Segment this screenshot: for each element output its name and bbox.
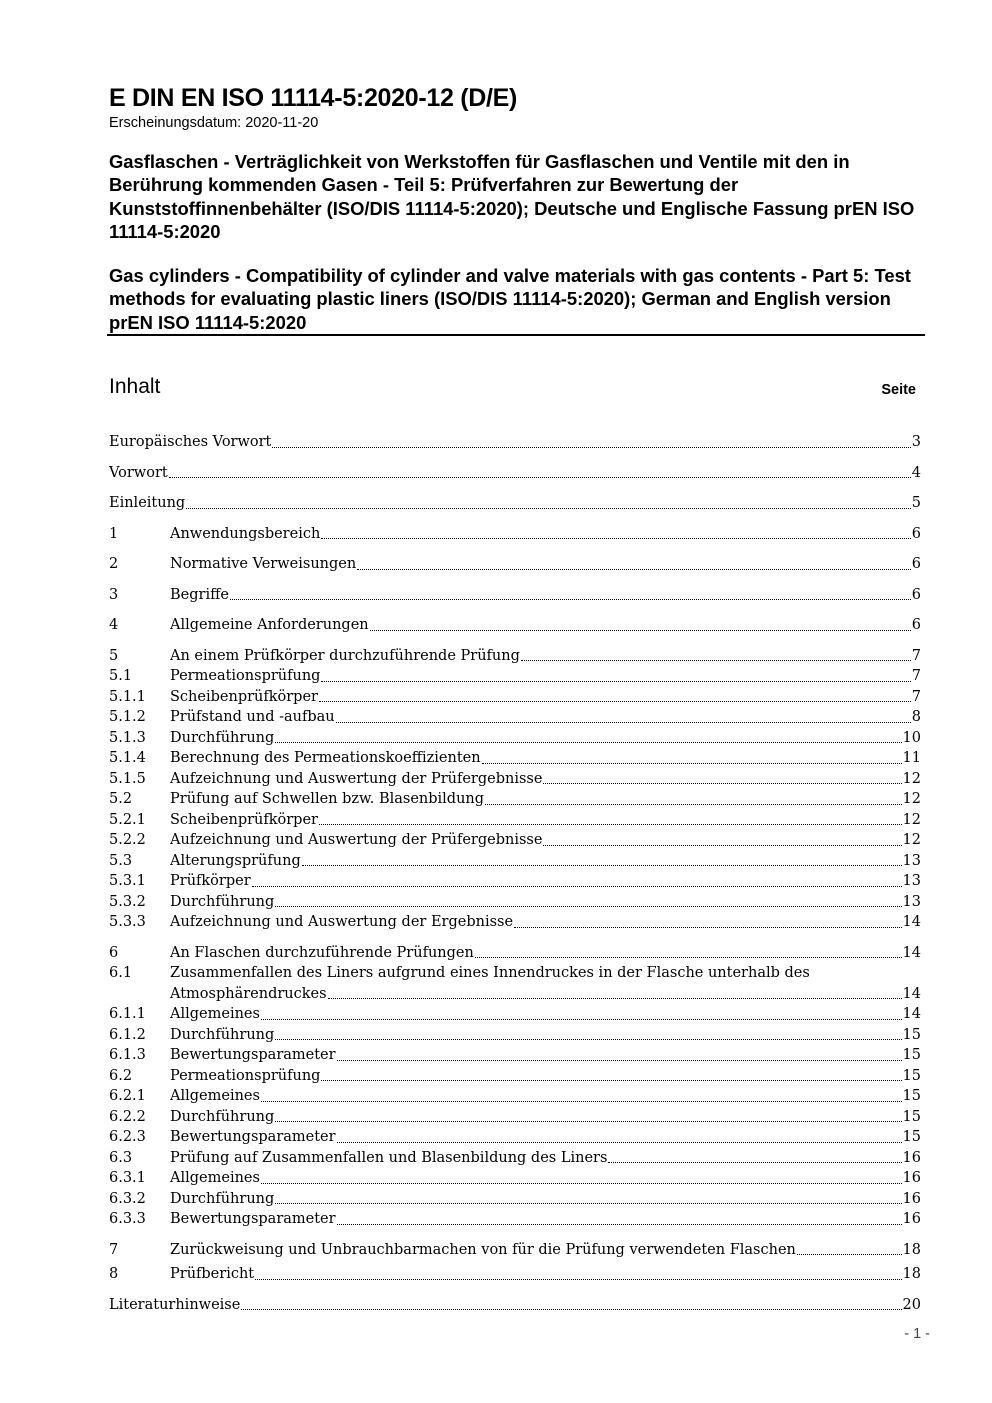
toc-entry-number: 6.2.2 bbox=[109, 1108, 146, 1125]
toc-entry-page: 5 bbox=[911, 495, 921, 511]
dot-leader bbox=[543, 769, 901, 790]
toc-entry-label: Allgemeine Anforderungen bbox=[170, 617, 369, 633]
page-number: - 1 - bbox=[904, 1326, 930, 1342]
toc-entry[interactable] bbox=[109, 1240, 921, 1261]
toc-entry[interactable] bbox=[109, 1004, 921, 1025]
toc-entry-label: Bewertungsparameter bbox=[170, 1211, 336, 1227]
toc-entry-page: 12 bbox=[902, 770, 921, 787]
toc-page-label: Seite bbox=[881, 382, 916, 398]
toc-entry[interactable] bbox=[109, 585, 921, 606]
toc-entry[interactable] bbox=[109, 463, 921, 484]
dot-leader bbox=[337, 1209, 902, 1230]
toc-entry[interactable] bbox=[109, 769, 921, 790]
dot-leader bbox=[261, 1086, 902, 1107]
toc-entry-number: 6.2.3 bbox=[109, 1129, 146, 1145]
toc-entry-number: 6.1.2 bbox=[109, 1026, 146, 1043]
toc-entry[interactable] bbox=[109, 748, 921, 769]
toc-entry-label: Bewertungsparameter bbox=[170, 1047, 336, 1063]
toc-entry-page: 15 bbox=[902, 1047, 921, 1063]
dot-leader bbox=[252, 871, 902, 892]
toc-entry-label: Bewertungsparameter bbox=[170, 1129, 336, 1145]
toc-entry-page: 16 bbox=[902, 1170, 921, 1186]
toc-entry[interactable] bbox=[109, 646, 921, 667]
dot-leader bbox=[275, 1025, 901, 1046]
toc-entry-number: 5.2.2 bbox=[109, 832, 146, 848]
toc-entry-label: Aufzeichnung und Auswertung der Ergebnisse bbox=[170, 914, 514, 930]
table-of-contents bbox=[109, 432, 921, 1315]
toc-entry-label: Anwendungsbereich bbox=[170, 525, 321, 542]
toc-entry[interactable] bbox=[109, 943, 921, 964]
toc-entry-number: 6.3 bbox=[109, 1149, 133, 1166]
toc-entry-label: Normative Verweisungen bbox=[170, 556, 357, 572]
toc-entry[interactable] bbox=[109, 810, 921, 831]
toc-entry-number: 6.2.1 bbox=[109, 1088, 146, 1104]
dot-leader bbox=[241, 1295, 901, 1316]
toc-entry-page: 16 bbox=[902, 1149, 921, 1166]
dot-leader bbox=[169, 463, 911, 484]
dot-leader bbox=[337, 1127, 902, 1148]
toc-entry-page: 8 bbox=[911, 709, 921, 725]
toc-entry-number: 5.1.2 bbox=[109, 709, 146, 725]
toc-entry-label: Prüfung auf Schwellen bzw. Blasenbildung bbox=[170, 791, 485, 807]
toc-entry[interactable] bbox=[109, 666, 921, 687]
toc-entry-label: Scheibenprüfkörper bbox=[170, 811, 318, 828]
toc-entry-label: Aufzeichnung und Auswertung der Prüfergebnisse bbox=[170, 832, 543, 848]
toc-entry-number: 3 bbox=[109, 586, 119, 603]
toc-entry-number: 5.1.3 bbox=[109, 729, 146, 746]
toc-entry-page: 7 bbox=[911, 647, 921, 664]
toc-entry-label: Prüfung auf Zusammenfallen und Blasenbildung des Liners bbox=[170, 1149, 608, 1166]
toc-entry-number: 5.2.1 bbox=[109, 811, 146, 828]
german-title: Gasflaschen - Verträglichkeit von Werkstoffen für Gasflaschen und Ventile mit den in Berührung kommenden Gasen - Teil 5: Prüfverfahren zur Bewertung der Kunststoffinnenbehälter (ISO/DIS 11114-5:2020); Deutsche und Englische Fassung prEN ISO 11114-5:2020 bbox=[109, 151, 915, 242]
dot-leader bbox=[543, 830, 901, 851]
publication-date: Erscheinungsdatum: 2020-11-20 bbox=[109, 115, 319, 131]
toc-entry[interactable] bbox=[109, 615, 921, 636]
toc-entry[interactable] bbox=[109, 554, 921, 575]
toc-entry-page: 14 bbox=[902, 1006, 921, 1022]
toc-entry-label-continued: Atmosphärendruckes bbox=[170, 985, 327, 1002]
toc-entry-page: 4 bbox=[911, 464, 921, 481]
dot-leader bbox=[608, 1148, 901, 1169]
toc-entry-number: 6.1.1 bbox=[109, 1006, 146, 1022]
dot-leader bbox=[321, 1066, 901, 1087]
toc-entry-label-multiline bbox=[170, 963, 921, 1004]
toc-entry-label: Durchführung bbox=[170, 1108, 275, 1125]
toc-entry-number: 5.2 bbox=[109, 791, 133, 807]
toc-entry[interactable] bbox=[109, 1189, 921, 1210]
toc-entry[interactable] bbox=[109, 1127, 921, 1148]
dot-leader bbox=[485, 789, 902, 810]
toc-entry[interactable] bbox=[109, 1148, 921, 1169]
toc-entry-page: 12 bbox=[902, 811, 921, 828]
toc-entry-page: 13 bbox=[902, 873, 921, 889]
toc-entry[interactable] bbox=[109, 432, 921, 453]
toc-entry-number: 6 bbox=[109, 944, 119, 961]
toc-entry-number: 8 bbox=[109, 1266, 119, 1282]
toc-entry-label: Aufzeichnung und Auswertung der Prüfergebnisse bbox=[170, 770, 543, 787]
english-title: Gas cylinders - Compatibility of cylinder and valve materials with gas contents - Part 5: Test methods for evaluating plastic liners (ISO/DIS 11114-5:2020); German and English version prEN ISO 11114-5:2020 bbox=[109, 265, 911, 333]
toc-entry[interactable] bbox=[109, 1295, 921, 1316]
toc-entry[interactable] bbox=[109, 1045, 921, 1066]
toc-entry-number: 6.3.2 bbox=[109, 1190, 146, 1207]
toc-entry[interactable] bbox=[109, 830, 921, 851]
toc-entry-number: 6.1 bbox=[109, 965, 133, 981]
toc-entry-label: Zusammenfallen des Liners aufgrund eines Innendruckes in der Flasche unterhalb des bbox=[170, 965, 810, 981]
dot-leader bbox=[302, 851, 902, 872]
toc-entry-page: 15 bbox=[902, 1088, 921, 1104]
toc-entry-number: 6.2 bbox=[109, 1067, 133, 1084]
dot-leader bbox=[319, 687, 911, 708]
toc-entry-page: 3 bbox=[911, 434, 921, 450]
toc-entry[interactable] bbox=[109, 1025, 921, 1046]
dot-leader bbox=[275, 892, 901, 913]
toc-heading: Inhalt bbox=[109, 375, 161, 398]
toc-entry-number: 6.1.3 bbox=[109, 1047, 146, 1063]
toc-entry-label: Prüfstand und -aufbau bbox=[170, 709, 335, 725]
dot-leader bbox=[797, 1240, 902, 1261]
toc-entry[interactable] bbox=[109, 851, 921, 872]
toc-entry[interactable] bbox=[109, 1209, 921, 1230]
toc-entry-number: 5.3.3 bbox=[109, 914, 146, 930]
toc-entry-number: 5.3 bbox=[109, 852, 133, 869]
toc-entry-page: 6 bbox=[911, 525, 921, 542]
toc-entry[interactable] bbox=[109, 1086, 921, 1107]
dot-leader bbox=[321, 524, 910, 545]
toc-entry[interactable] bbox=[109, 1107, 921, 1128]
toc-entry-label: Durchführung bbox=[170, 729, 275, 746]
toc-entry-page: 10 bbox=[902, 729, 921, 746]
toc-entry[interactable] bbox=[109, 707, 921, 728]
dot-leader bbox=[514, 912, 902, 933]
toc-entry-page: 13 bbox=[902, 893, 921, 910]
toc-entry[interactable] bbox=[109, 493, 921, 514]
toc-entry-number: 5.1.1 bbox=[109, 688, 146, 705]
toc-entry-page: 6 bbox=[911, 617, 921, 633]
toc-entry-number: 1 bbox=[109, 525, 119, 542]
toc-entry-label: Permeationsprüfung bbox=[170, 668, 321, 684]
dot-leader bbox=[275, 728, 901, 749]
toc-entry[interactable] bbox=[109, 892, 921, 913]
dot-leader bbox=[370, 615, 911, 636]
dot-leader bbox=[336, 707, 911, 728]
toc-entry[interactable] bbox=[109, 963, 921, 1004]
toc-entry-page: 16 bbox=[902, 1211, 921, 1227]
toc-entry-label: Prüfkörper bbox=[170, 873, 251, 889]
toc-entry-number: 5.1 bbox=[109, 668, 133, 684]
toc-entry-page: 18 bbox=[902, 1241, 921, 1258]
toc-entry-page: 16 bbox=[902, 1190, 921, 1207]
toc-entry-label: Allgemeines bbox=[170, 1088, 260, 1104]
toc-entry[interactable] bbox=[109, 1168, 921, 1189]
toc-entry-page: 15 bbox=[902, 1129, 921, 1145]
toc-entry-page: 12 bbox=[902, 791, 921, 807]
toc-entry[interactable] bbox=[109, 1264, 921, 1285]
dot-leader bbox=[230, 585, 911, 606]
toc-entry-continuation bbox=[170, 984, 921, 1005]
toc-entry-page: 7 bbox=[911, 668, 921, 684]
toc-entry-label: Literaturhinweise bbox=[109, 1296, 241, 1313]
dot-leader bbox=[521, 646, 911, 667]
toc-entry-number: 5.1.5 bbox=[109, 770, 146, 787]
toc-entry-number: 4 bbox=[109, 617, 119, 633]
toc-entry-page: 14 bbox=[902, 944, 921, 961]
toc-entry-label: Vorwort bbox=[109, 464, 168, 481]
dot-leader bbox=[319, 810, 902, 831]
toc-entry[interactable] bbox=[109, 1066, 921, 1087]
dot-leader bbox=[475, 943, 902, 964]
dot-leader bbox=[357, 554, 911, 575]
document-title: E DIN EN ISO 11114-5:2020-12 (D/E) bbox=[109, 84, 518, 112]
dot-leader bbox=[337, 1045, 902, 1066]
toc-entry-number: 6.3.3 bbox=[109, 1211, 146, 1227]
dot-leader bbox=[482, 748, 902, 769]
toc-entry-label: Allgemeines bbox=[170, 1170, 260, 1186]
dot-leader bbox=[275, 1189, 901, 1210]
toc-entry-label: Einleitung bbox=[109, 495, 186, 511]
toc-entry-label: An einem Prüfkörper durchzuführende Prüfung bbox=[170, 647, 520, 664]
dot-leader bbox=[272, 432, 910, 453]
toc-entry-page: 15 bbox=[902, 1108, 921, 1125]
toc-entry-label: Zurückweisung und Unbrauchbarmachen von für die Prüfung verwendeten Flaschen bbox=[170, 1241, 796, 1258]
toc-entry[interactable] bbox=[109, 728, 921, 749]
toc-entry-number: 5.1.4 bbox=[109, 750, 146, 766]
dot-leader bbox=[328, 984, 902, 1005]
toc-entry-number: 5.3.2 bbox=[109, 893, 146, 910]
dot-leader bbox=[255, 1264, 901, 1285]
toc-entry-page: 12 bbox=[902, 832, 921, 848]
toc-entry-page: 15 bbox=[902, 1026, 921, 1043]
toc-entry[interactable] bbox=[109, 912, 921, 933]
dot-leader bbox=[321, 666, 910, 687]
toc-entry-label: Alterungsprüfung bbox=[170, 852, 301, 869]
toc-entry-number: 2 bbox=[109, 556, 119, 572]
toc-entry[interactable] bbox=[109, 871, 921, 892]
toc-entry-page: 13 bbox=[902, 852, 921, 869]
toc-entry-page: 18 bbox=[902, 1266, 921, 1282]
toc-entry-label: Begriffe bbox=[170, 586, 229, 603]
dot-leader bbox=[275, 1107, 901, 1128]
toc-entry-label: Durchführung bbox=[170, 1026, 275, 1043]
toc-entry-label: Europäisches Vorwort bbox=[109, 434, 272, 450]
toc-entry[interactable] bbox=[109, 524, 921, 545]
toc-entry-number: 7 bbox=[109, 1241, 119, 1258]
toc-entry-page: 15 bbox=[902, 1067, 921, 1084]
dot-leader bbox=[186, 493, 911, 514]
toc-entry-label: Scheibenprüfkörper bbox=[170, 688, 318, 705]
toc-entry-number: 6.3.1 bbox=[109, 1170, 146, 1186]
toc-entry-number: 5.3.1 bbox=[109, 873, 146, 889]
toc-entry-page: 20 bbox=[902, 1296, 921, 1313]
toc-entry-label: Prüfbericht bbox=[170, 1266, 255, 1282]
toc-entry-label: Allgemeines bbox=[170, 1006, 260, 1022]
dot-leader bbox=[261, 1168, 902, 1189]
toc-entry-label: Permeationsprüfung bbox=[170, 1067, 321, 1084]
toc-entry-page: 7 bbox=[911, 688, 921, 705]
toc-entry-page: 14 bbox=[902, 914, 921, 930]
toc-entry[interactable] bbox=[109, 687, 921, 708]
toc-entry-label: An Flaschen durchzuführende Prüfungen bbox=[170, 944, 474, 961]
toc-entry-number: 5 bbox=[109, 647, 119, 664]
toc-entry-page: 11 bbox=[902, 750, 921, 766]
toc-entry-page: 6 bbox=[911, 586, 921, 603]
title-divider bbox=[107, 334, 925, 336]
toc-entry[interactable] bbox=[109, 789, 921, 810]
toc-entry-label: Durchführung bbox=[170, 893, 275, 910]
toc-entry-label: Durchführung bbox=[170, 1190, 275, 1207]
toc-entry-page: 14 bbox=[902, 985, 921, 1002]
toc-entry-label: Berechnung des Permeationskoeffizienten bbox=[170, 750, 481, 766]
dot-leader bbox=[261, 1004, 902, 1025]
toc-entry-page: 6 bbox=[911, 556, 921, 572]
